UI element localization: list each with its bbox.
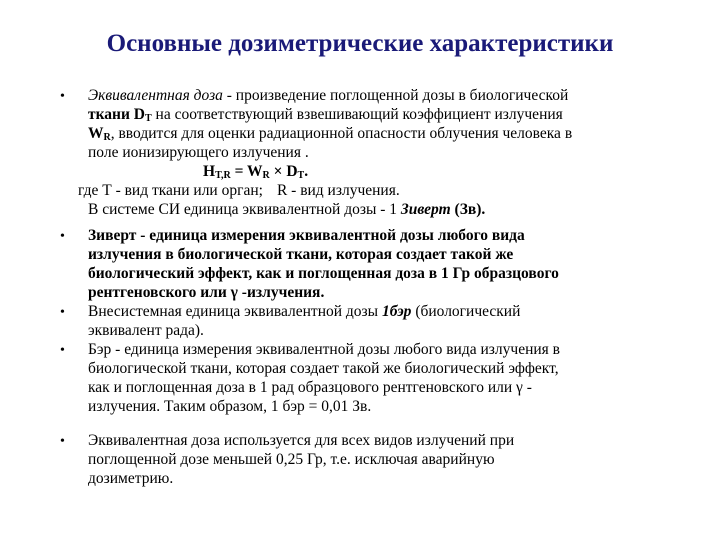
bullet-1-marker: • xyxy=(60,89,65,104)
bullet-5-marker: • xyxy=(60,434,65,449)
sievert-abbrev: (Зв). xyxy=(450,201,486,218)
bullet-1-line-3 xyxy=(88,124,688,143)
bullet-2-text xyxy=(88,226,688,302)
formula-h: H xyxy=(203,163,216,180)
bullet-4-line-2: биологической ткани, которая создает такой же биологический эффект, xyxy=(88,360,559,377)
bullet-4-marker: • xyxy=(60,343,65,358)
bullet-2-line-2: излучения в биологической ткани, которая создает такой же xyxy=(88,246,514,263)
bullet-2-marker: • xyxy=(60,229,65,244)
bullet-4-line-3: как и поглощенная доза в 1 рад образцового рентгеновского или γ - xyxy=(88,379,532,396)
bullet-4-line-4: излучения. Таким образом, 1 бэр = 0,01 Зв. xyxy=(88,398,372,415)
formula-d: × D xyxy=(269,163,298,180)
formula-w-subscript: R xyxy=(262,170,270,181)
ber-term: 1бэр xyxy=(381,303,412,320)
bullet-1-line-1-rest: - произведение поглощенной дозы в биологической xyxy=(222,87,569,104)
bullet-5-line-1: Эквивалентная доза используется для всех видов излучений при xyxy=(88,432,515,449)
bullet-5-text xyxy=(88,431,688,488)
wr-subscript: R xyxy=(103,132,111,143)
si-line xyxy=(88,200,688,219)
formula-d-subscript: T xyxy=(297,170,305,181)
bullet-1-line-2 xyxy=(88,105,688,124)
sievert-term: Зиверт xyxy=(400,201,451,218)
bullet-3-line-2: эквивалент рада). xyxy=(88,322,204,339)
bullet-2-line-1: Зиверт - единица измерения эквивалентной дозы любого вида xyxy=(88,227,525,244)
bullet-1-text xyxy=(78,86,688,219)
term-equivalent-dose: Эквивалентная доза xyxy=(88,87,223,104)
where-tissue: где Т - вид ткани или орган; xyxy=(78,182,263,199)
bullet-5-line-3: дозиметрию. xyxy=(88,470,174,487)
bullet-1-line-2-rest: на соответствующий взвешивающий коэффициент излучения xyxy=(151,106,563,123)
formula-line xyxy=(88,162,688,181)
bullet-1-line-3-rest: , вводится для оценки радиационной опасности облучения человека в xyxy=(110,125,573,142)
where-radiation: R - вид излучения. xyxy=(276,182,400,199)
si-text: В системе СИ единица эквивалентной дозы - 1 xyxy=(88,201,401,218)
dt-subscript: T xyxy=(145,113,152,124)
formula-h-subscript: T,R xyxy=(215,170,231,181)
where-line xyxy=(78,181,688,200)
bullet-5-line-2: поглощенной дозе меньшей 0,25 Гр, т.е. исключая аварийную xyxy=(88,451,495,468)
bullet-2-line-4: рентгеновского или γ -излучения. xyxy=(88,284,325,301)
formula-w: = W xyxy=(230,163,263,180)
bullet-2-line-3: биологический эффект, как и поглощенная доза в 1 Гр образцового xyxy=(88,265,559,282)
bullet-3-marker: • xyxy=(60,305,65,320)
bullet-4-line-1: Бэр - единица измерения эквивалентной дозы любого вида излучения в xyxy=(88,341,560,358)
wr-symbol: W xyxy=(88,125,104,142)
formula-end: . xyxy=(304,163,309,180)
bullet-3-line-1-b: (биологический xyxy=(411,303,521,320)
bullet-1-line-1 xyxy=(88,86,688,105)
dt-symbol: ткани D xyxy=(88,106,145,123)
bullet-3-line-1-a: Внесистемная единица эквивалентной дозы xyxy=(88,303,382,320)
slide-title: Основные дозиметрические характеристики xyxy=(106,30,614,57)
bullet-3-text xyxy=(88,302,688,340)
bullet-4-text xyxy=(88,340,688,416)
bullet-3-line-1 xyxy=(88,302,688,321)
bullet-1-line-4: поле ионизирующего излучения . xyxy=(88,144,309,161)
